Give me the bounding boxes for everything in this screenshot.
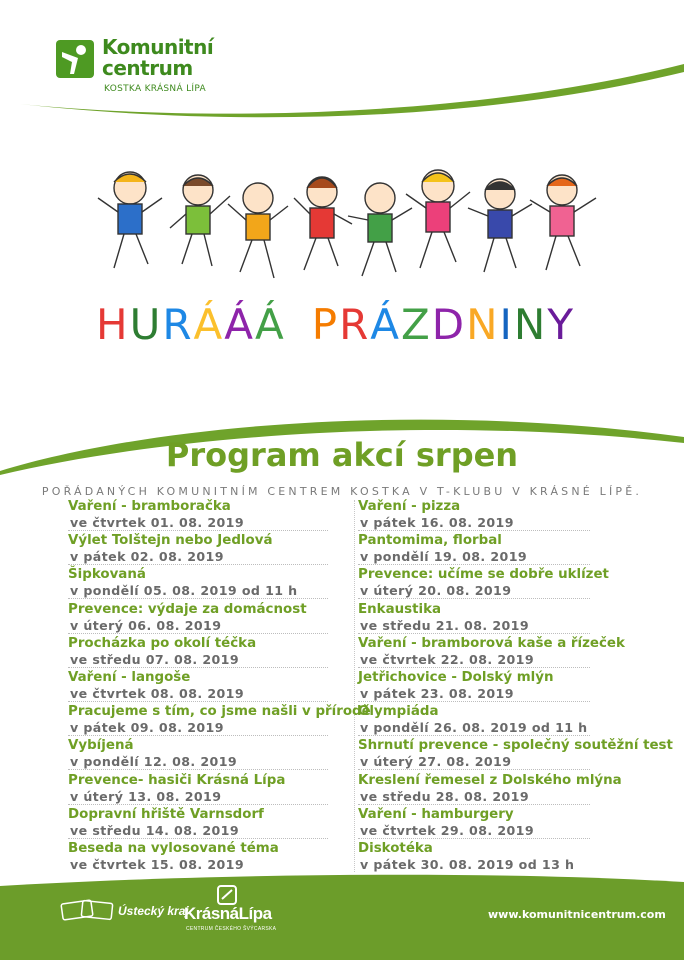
event-name: Dopravní hřiště Varnsdorf: [68, 806, 264, 822]
event-name: Vaření - hamburgery: [358, 806, 514, 822]
event-name: Shrnutí prevence - společný soutěžní test: [358, 738, 673, 754]
event-item: [68, 771, 358, 805]
event-date: ve středu 14. 08. 2019: [70, 822, 240, 838]
event-item: [358, 805, 620, 839]
website-link[interactable]: www.komunitnicentrum.com: [488, 908, 666, 921]
event-date: v pondělí 19. 08. 2019: [360, 549, 528, 565]
jumping-kids-illustration: [90, 168, 610, 298]
event-name: Procházka po okolí téčka: [68, 635, 257, 651]
event-date: v pátek 23. 08. 2019: [360, 685, 514, 701]
event-name: Kreslení řemesel z Dolského mlýna: [358, 772, 622, 788]
event-name: Olympiáda: [358, 704, 439, 720]
event-item: [358, 497, 620, 531]
event-item: [68, 565, 358, 599]
event-name: Prevence- hasiči Krásná Lípa: [68, 772, 286, 788]
event-item: [358, 565, 620, 599]
event-name: Vaření - bramboračka: [68, 499, 231, 514]
headline-letter: R: [339, 300, 371, 349]
event-item: [68, 497, 358, 531]
event-name: Prevence: učíme se dobře uklízet: [358, 567, 609, 583]
program-title: Program akcí srpen: [165, 436, 519, 474]
event-item: [358, 634, 625, 668]
event-name: Diskotéka: [358, 840, 433, 856]
event-date: v pátek 30. 08. 2019 od 13 h: [360, 856, 575, 872]
event-item: [68, 668, 358, 702]
event-name: Pantomima, florbal: [358, 533, 502, 549]
ustecky-kraj-label: Ústecký kraj: [118, 904, 189, 918]
headline-letter: D: [431, 300, 467, 349]
event-name: Vaření - pizza: [358, 499, 461, 514]
event-item: [68, 634, 358, 668]
event-name: Enkaustika: [358, 601, 442, 617]
event-name: Beseda na vylosované téma: [68, 840, 279, 856]
event-item: [68, 736, 358, 770]
headline-letter: Á: [255, 300, 286, 349]
event-item: [68, 839, 358, 873]
event-item: [358, 600, 620, 634]
headline-letter: Á: [224, 300, 255, 349]
hurrah-holidays-headline: [96, 300, 616, 356]
event-date: ve čtvrtek 15. 08. 2019: [70, 856, 245, 872]
logo-subtitle: KOSTKA KRÁSNÁ LÍPA: [104, 84, 206, 94]
event-item: [68, 702, 371, 736]
events-column-left: [68, 497, 371, 873]
event-name: Výlet Tolštejn nebo Jedlová: [68, 533, 273, 549]
headline-letter: Á: [193, 300, 225, 349]
event-name: Šipkovaná: [68, 567, 146, 583]
headline-letter: Á: [370, 300, 401, 349]
headline-letter: H: [96, 300, 130, 349]
event-date: v pátek 16. 08. 2019: [360, 515, 514, 530]
event-date: v úterý 13. 08. 2019: [70, 788, 222, 804]
event-item: [68, 531, 358, 565]
event-name: Vaření - bramborová kaše a řízeček: [358, 635, 625, 651]
headline-letter: Z: [400, 300, 432, 349]
event-date: v pondělí 12. 08. 2019: [70, 754, 238, 770]
krasna-lipa-emblem-icon: [212, 884, 242, 906]
event-name: Vybíjená: [68, 738, 134, 754]
event-name: Pracujeme s tím, co jsme našli v přírodě: [68, 704, 371, 720]
event-date: v pátek 09. 08. 2019: [70, 720, 224, 736]
event-date: v pátek 02. 08. 2019: [70, 549, 224, 565]
krasna-lipa-label: KrásnáLípa: [184, 904, 272, 923]
event-date: ve čtvrtek 01. 08. 2019: [70, 515, 245, 530]
event-item: [358, 771, 620, 805]
event-item: [68, 600, 358, 634]
headline-letter: U: [129, 300, 163, 349]
event-date: v úterý 06. 08. 2019: [70, 617, 222, 633]
headline-letter: P: [311, 300, 340, 349]
event-item: [358, 736, 673, 770]
logo-title-line2: centrum: [102, 56, 193, 80]
event-date: ve středu 28. 08. 2019: [360, 788, 530, 804]
event-date: v úterý 27. 08. 2019: [360, 754, 512, 770]
event-name: Jetřichovice - Dolský mlýn: [358, 669, 554, 685]
headline-letter: Y: [547, 300, 575, 349]
event-date: ve čtvrtek 29. 08. 2019: [360, 822, 535, 838]
event-date: ve středu 21. 08. 2019: [360, 617, 530, 633]
event-item: [358, 702, 620, 736]
program-subtitle: POŘÁDANÝCH KOMUNITNÍM CENTREM KOSTKA V T-KLUBU V KRÁSNÉ LÍPĚ.: [41, 485, 643, 498]
logo-title-line1: Komunitní: [102, 35, 214, 59]
event-item: [68, 805, 358, 839]
headline-letter: N: [466, 300, 500, 349]
headline-letter: R: [162, 300, 194, 349]
event-date: v úterý 20. 08. 2019: [360, 583, 512, 599]
event-date: ve středu 07. 08. 2019: [70, 651, 240, 667]
krasna-lipa-subtitle: CENTRUM ČESKÉHO ŠVÝCARSKA: [186, 926, 277, 932]
event-item: [358, 668, 620, 702]
event-date: ve čtvrtek 22. 08. 2019: [360, 651, 535, 667]
events-column-right: [358, 497, 673, 873]
event-name: Prevence: výdaje za domácnost: [68, 601, 307, 617]
ustecky-kraj-logo-icon: [60, 896, 116, 922]
event-date: v pondělí 26. 08. 2019 od 11 h: [360, 720, 588, 736]
event-date: ve čtvrtek 08. 08. 2019: [70, 685, 245, 701]
event-date: v pondělí 05. 08. 2019 od 11 h: [70, 583, 298, 599]
event-name: Vaření - langoše: [68, 669, 191, 685]
event-item: [358, 839, 620, 873]
event-item: [358, 531, 620, 565]
headline-letter: I: [499, 300, 514, 349]
headline-letter: N: [513, 300, 548, 349]
logo-figure-icon: [56, 40, 94, 78]
